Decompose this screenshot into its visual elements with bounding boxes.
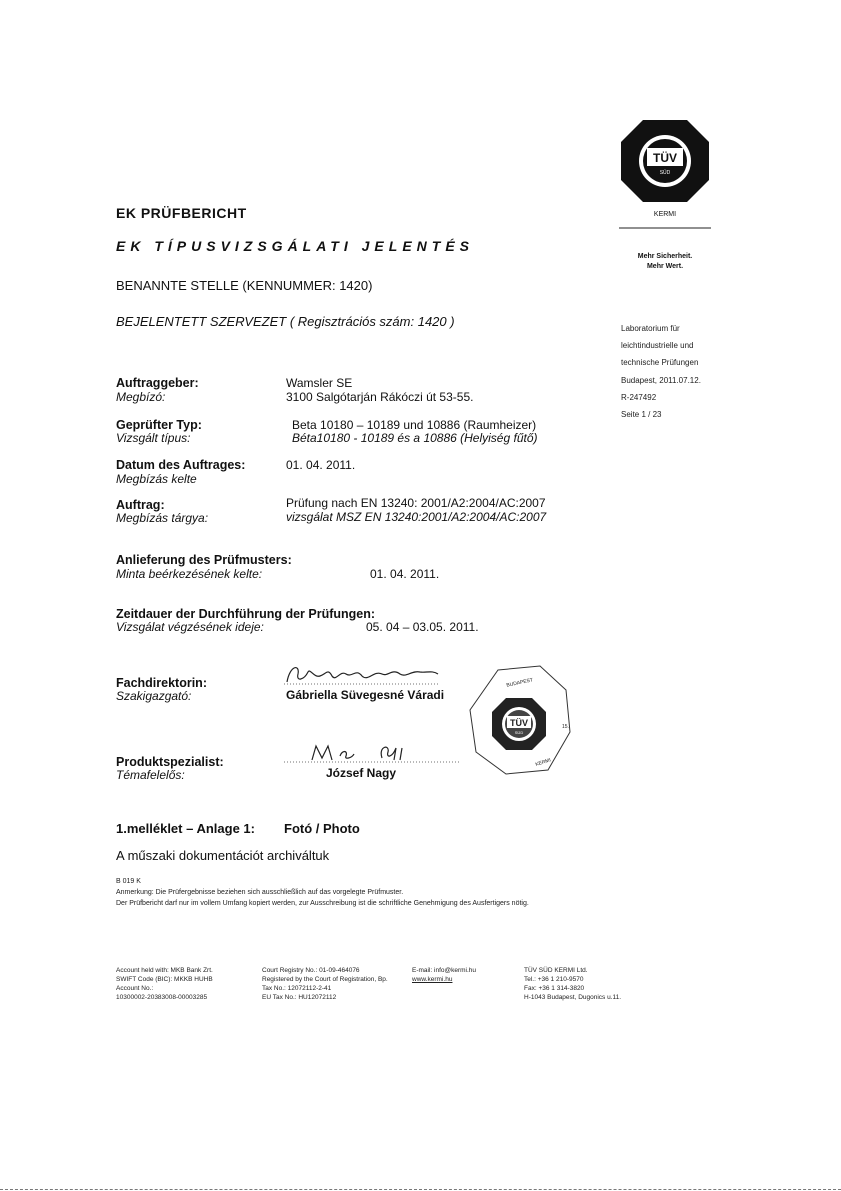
svg-text:15.: 15. [562,724,569,730]
svg-text:TÜV: TÜV [510,718,528,728]
svg-text:KERMI: KERMI [534,757,552,768]
svg-text:KERMI: KERMI [653,211,677,218]
footer-registry-line: Registered by the Court of Registration, Bp. [262,976,388,983]
order-value-hu: vizsgálat MSZ EN 13240:2001/A2:2004/AC:2007 [286,510,547,524]
type-label-de: Geprüfter Typ: [116,418,202,432]
lab-line-2: leichtindustrielle und [621,341,694,350]
type-value-de: Beta 10180 – 10189 und 10886 (Raumheizer) [292,418,537,432]
type-label-hu: Vizsgált típus: [116,431,191,445]
official-stamp-icon [466,648,572,798]
remark-line-2: Der Prüfbericht darf nur im vollem Umfang kopiert werden, zur Ausschreibung ist die schriftliche Genehmigung des Ausfertigers nötig. [116,900,529,907]
page-edge [0,1189,841,1190]
order-label-hu: Megbízás tárgya: [116,511,209,525]
specialist-signature-icon [282,738,462,766]
annex-label: 1.melléklet – Anlage 1: [116,821,255,836]
svg-text:Mehr Sicherheit.: Mehr Sicherheit. [637,253,693,260]
director-name: Gábriella Süvegesné Váradi [286,688,445,702]
director-label-de: Fachdirektorin: [116,676,207,690]
footer-registry-line: Court Registry No.: 01-09-464076 [262,967,360,974]
order-label-de: Auftrag: [116,498,165,512]
date-label-hu: Megbízás kelte [116,472,197,486]
footer-company-line: TÜV SÜD KERMI Ltd. [524,967,588,974]
director-signature-icon [282,660,442,690]
footer-contact [412,966,476,984]
svg-text:TÜV: TÜV [653,151,677,165]
footer-company-line: H-1043 Budapest, Dugonics u.11. [524,994,622,1001]
client-label-de: Auftraggeber: [116,376,199,390]
date-value: 01. 04. 2011. [286,458,356,472]
form-code: B 019 K [116,878,141,885]
date-label-de: Datum des Auftrages: [116,458,246,472]
client-label-hu: Megbízó: [116,390,166,404]
remark-line-1: Anmerkung: Die Prüfergebnisse beziehen sich ausschließlich auf das vorgelegte Prüfmuster. [116,889,404,896]
footer-registry-line: EU Tax No.: HU12072112 [262,994,337,1001]
footer-bank-line: SWIFT Code (BIC): MKKB HUHB [116,976,213,983]
svg-text:SÜD: SÜD [659,170,671,176]
footer-company-line: Fax: +36 1 314-3820 [524,985,585,992]
footer-website-link[interactable]: www.kermi.hu [412,976,453,983]
footer-bank-line: 10300002-20383008-00003285 [116,994,208,1001]
type-value-hu: Béta10180 - 10189 és a 10886 (Helyiség fűtő) [292,431,538,445]
tuv-octagon-icon [613,110,717,290]
page-number: Seite 1 / 23 [621,410,662,419]
delivery-label-de: Anlieferung des Prüfmusters: [116,553,292,567]
title-hu: EK TÍPUSVIZSGÁLATI JELENTÉS [116,238,474,254]
specialist-name: József Nagy [326,766,397,780]
svg-text:Mehr Wert.: Mehr Wert. [646,263,684,270]
delivery-label-hu: Minta beérkezésének kelte: [116,567,263,581]
annex-value: Fotó / Photo [284,821,360,836]
footer-registry-line: Tax No.: 12072112-2-41 [262,985,332,992]
svg-text:BUDAPEST: BUDAPEST [505,677,534,689]
svg-text:SÜD: SÜD [514,730,524,735]
specialist-label-de: Produktspezialist: [116,755,224,769]
report-number: R-247492 [621,393,657,402]
footer-registry [262,966,388,1002]
footer-bank-line: Account held with: MKB Bank Zrt. [116,967,213,974]
order-value-de: Prüfung nach EN 13240: 2001/A2:2004/AC:2007 [286,496,546,510]
delivery-value: 01. 04. 2011. [370,567,440,581]
footer-email[interactable]: E-mail: info@kermi.hu [412,967,477,974]
place-date: Budapest, 2011.07.12. [621,376,701,385]
footer-company [524,966,621,1002]
director-label-hu: Szakigazgató: [116,689,192,703]
client-name: Wamsler SE [286,376,353,390]
footer-bank [116,966,213,1002]
duration-label-hu: Vizsgálat végzésének ideje: [116,620,264,634]
body-de: BENANNTE STELLE (KENNUMMER: 1420) [116,278,373,293]
specialist-label-hu: Témafelelős: [116,768,185,782]
lab-line-1: Laboratorium für [621,324,680,333]
tuv-logo-panel [613,110,717,290]
footer-bank-line: Account No.: [116,985,154,992]
footer-company-line: Tel.: +36 1 210-9570 [524,976,584,983]
annex-note: A műszaki dokumentációt archiváltuk [116,848,330,863]
duration-label-de: Zeitdauer der Durchführung der Prüfungen: [116,607,376,621]
client-address: 3100 Salgótarján Rákóczi út 53-55. [286,390,474,404]
title-de: EK PRÜFBERICHT [116,205,247,221]
duration-value: 05. 04 – 03.05. 2011. [366,620,479,634]
lab-line-3: technische Prüfungen [621,358,699,367]
body-hu: BEJELENTETT SZERVEZET ( Regisztrációs szám: 1420 ) [116,314,455,329]
